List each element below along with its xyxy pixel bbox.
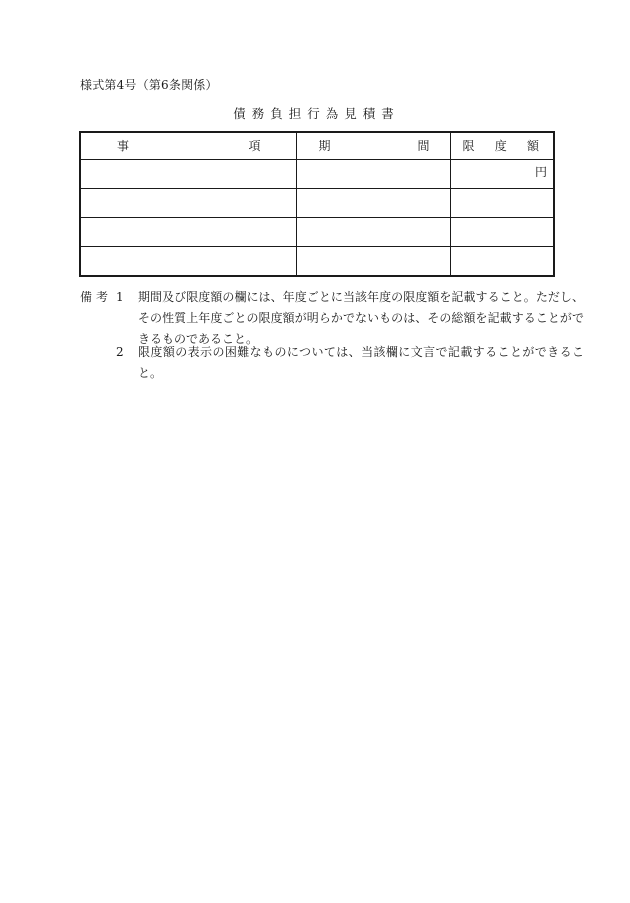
header-limit-amount <box>450 132 554 159</box>
form-number-label: 様式第4号（第6条関係） <box>80 78 218 92</box>
item-cell[interactable] <box>80 218 296 247</box>
table-header-row <box>80 132 554 159</box>
header-limit-char-3: 額 <box>526 139 539 154</box>
document-title: 債務負担行為見積書 <box>233 106 400 121</box>
amount-cell[interactable] <box>450 247 554 276</box>
remark-number: 1 <box>116 290 124 304</box>
remark-number: 2 <box>116 345 124 359</box>
header-limit-char-2: 度 <box>494 139 507 154</box>
amount-cell[interactable] <box>450 188 554 217</box>
header-period <box>296 132 450 159</box>
period-cell[interactable] <box>296 218 450 247</box>
header-period-char-2: 間 <box>417 139 430 154</box>
period-cell[interactable] <box>296 247 450 276</box>
header-period-char-1: 期 <box>318 139 331 154</box>
header-item <box>80 132 296 159</box>
item-cell[interactable] <box>80 247 296 276</box>
table-row <box>80 218 554 247</box>
table-row <box>80 159 554 188</box>
estimate-table <box>79 131 555 277</box>
table-row <box>80 188 554 217</box>
header-limit-char-1: 限 <box>462 139 475 154</box>
table-row <box>80 247 554 276</box>
remark-text: 限度額の表示の困難なものについては、当該欄に文言で記載することができること。 <box>138 345 584 380</box>
amount-cell[interactable] <box>450 218 554 247</box>
item-cell[interactable] <box>80 159 296 188</box>
period-cell[interactable] <box>296 188 450 217</box>
remarks-heading: 備考 <box>80 290 113 304</box>
period-cell[interactable] <box>296 159 450 188</box>
item-cell[interactable] <box>80 188 296 217</box>
amount-cell[interactable] <box>450 159 554 188</box>
header-item-char-2: 項 <box>248 139 261 154</box>
remark-text: 期間及び限度額の欄には、年度ごとに当該年度の限度額を記載すること。ただし、その性質上年度ごとの限度額が明らかでないものは、その総額を記載することができるものであること。 <box>138 290 584 346</box>
header-item-char-1: 事 <box>117 139 130 154</box>
yen-unit-label: 円 <box>534 164 547 179</box>
